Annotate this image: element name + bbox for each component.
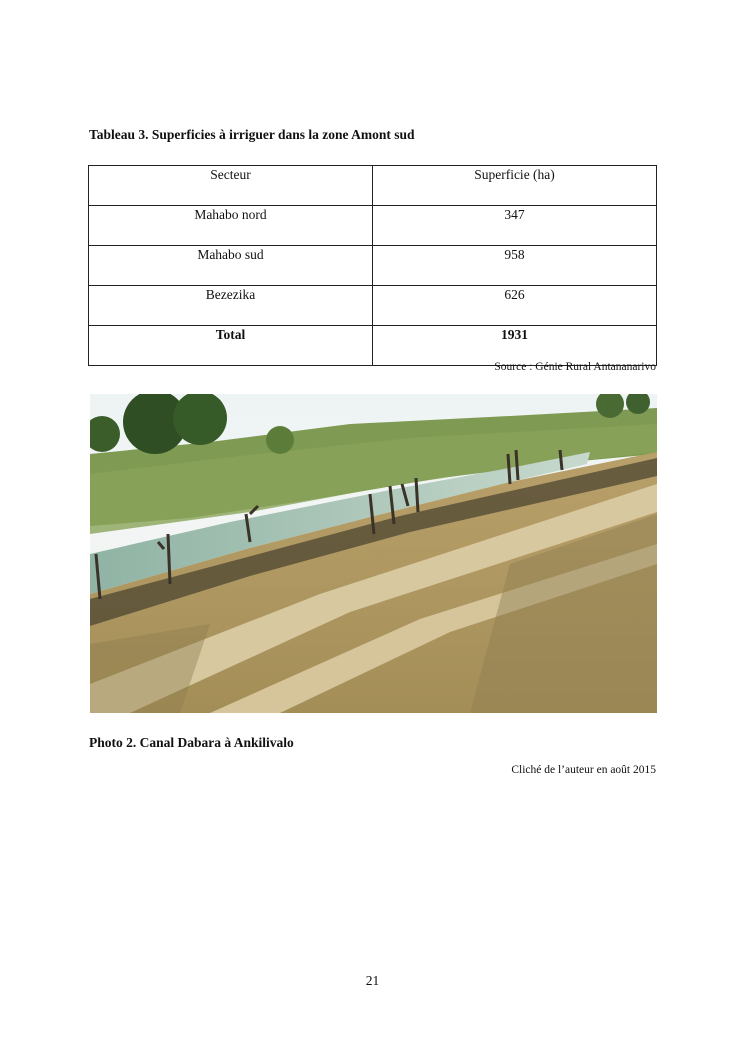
table-total-row <box>89 326 657 366</box>
photo-caption: Photo 2. Canal Dabara à Ankilivalo <box>89 735 294 750</box>
table-row <box>89 286 657 326</box>
total-value-cell: 1931 <box>373 326 657 366</box>
sector-cell: Mahabo nord <box>89 206 373 246</box>
area-cell: 347 <box>373 206 657 246</box>
table-source: Source : Génie Rural Antananarivo <box>494 361 656 373</box>
area-cell: 626 <box>373 286 657 326</box>
table-row <box>89 246 657 286</box>
photo-credit: Cliché de l’auteur en août 2015 <box>511 764 656 776</box>
table-header-row <box>89 166 657 206</box>
surface-table <box>88 165 657 366</box>
sector-cell: Mahabo sud <box>89 246 373 286</box>
table-title: Tableau 3. Superficies à irriguer dans la zone Amont sud <box>89 127 415 142</box>
column-header-area: Superficie (ha) <box>373 166 657 206</box>
total-label-cell: Total <box>89 326 373 366</box>
area-cell: 958 <box>373 246 657 286</box>
canal-photo <box>90 394 657 713</box>
page-number: 21 <box>365 973 380 988</box>
sector-cell: Bezezika <box>89 286 373 326</box>
table-row <box>89 206 657 246</box>
column-header-sector: Secteur <box>89 166 373 206</box>
